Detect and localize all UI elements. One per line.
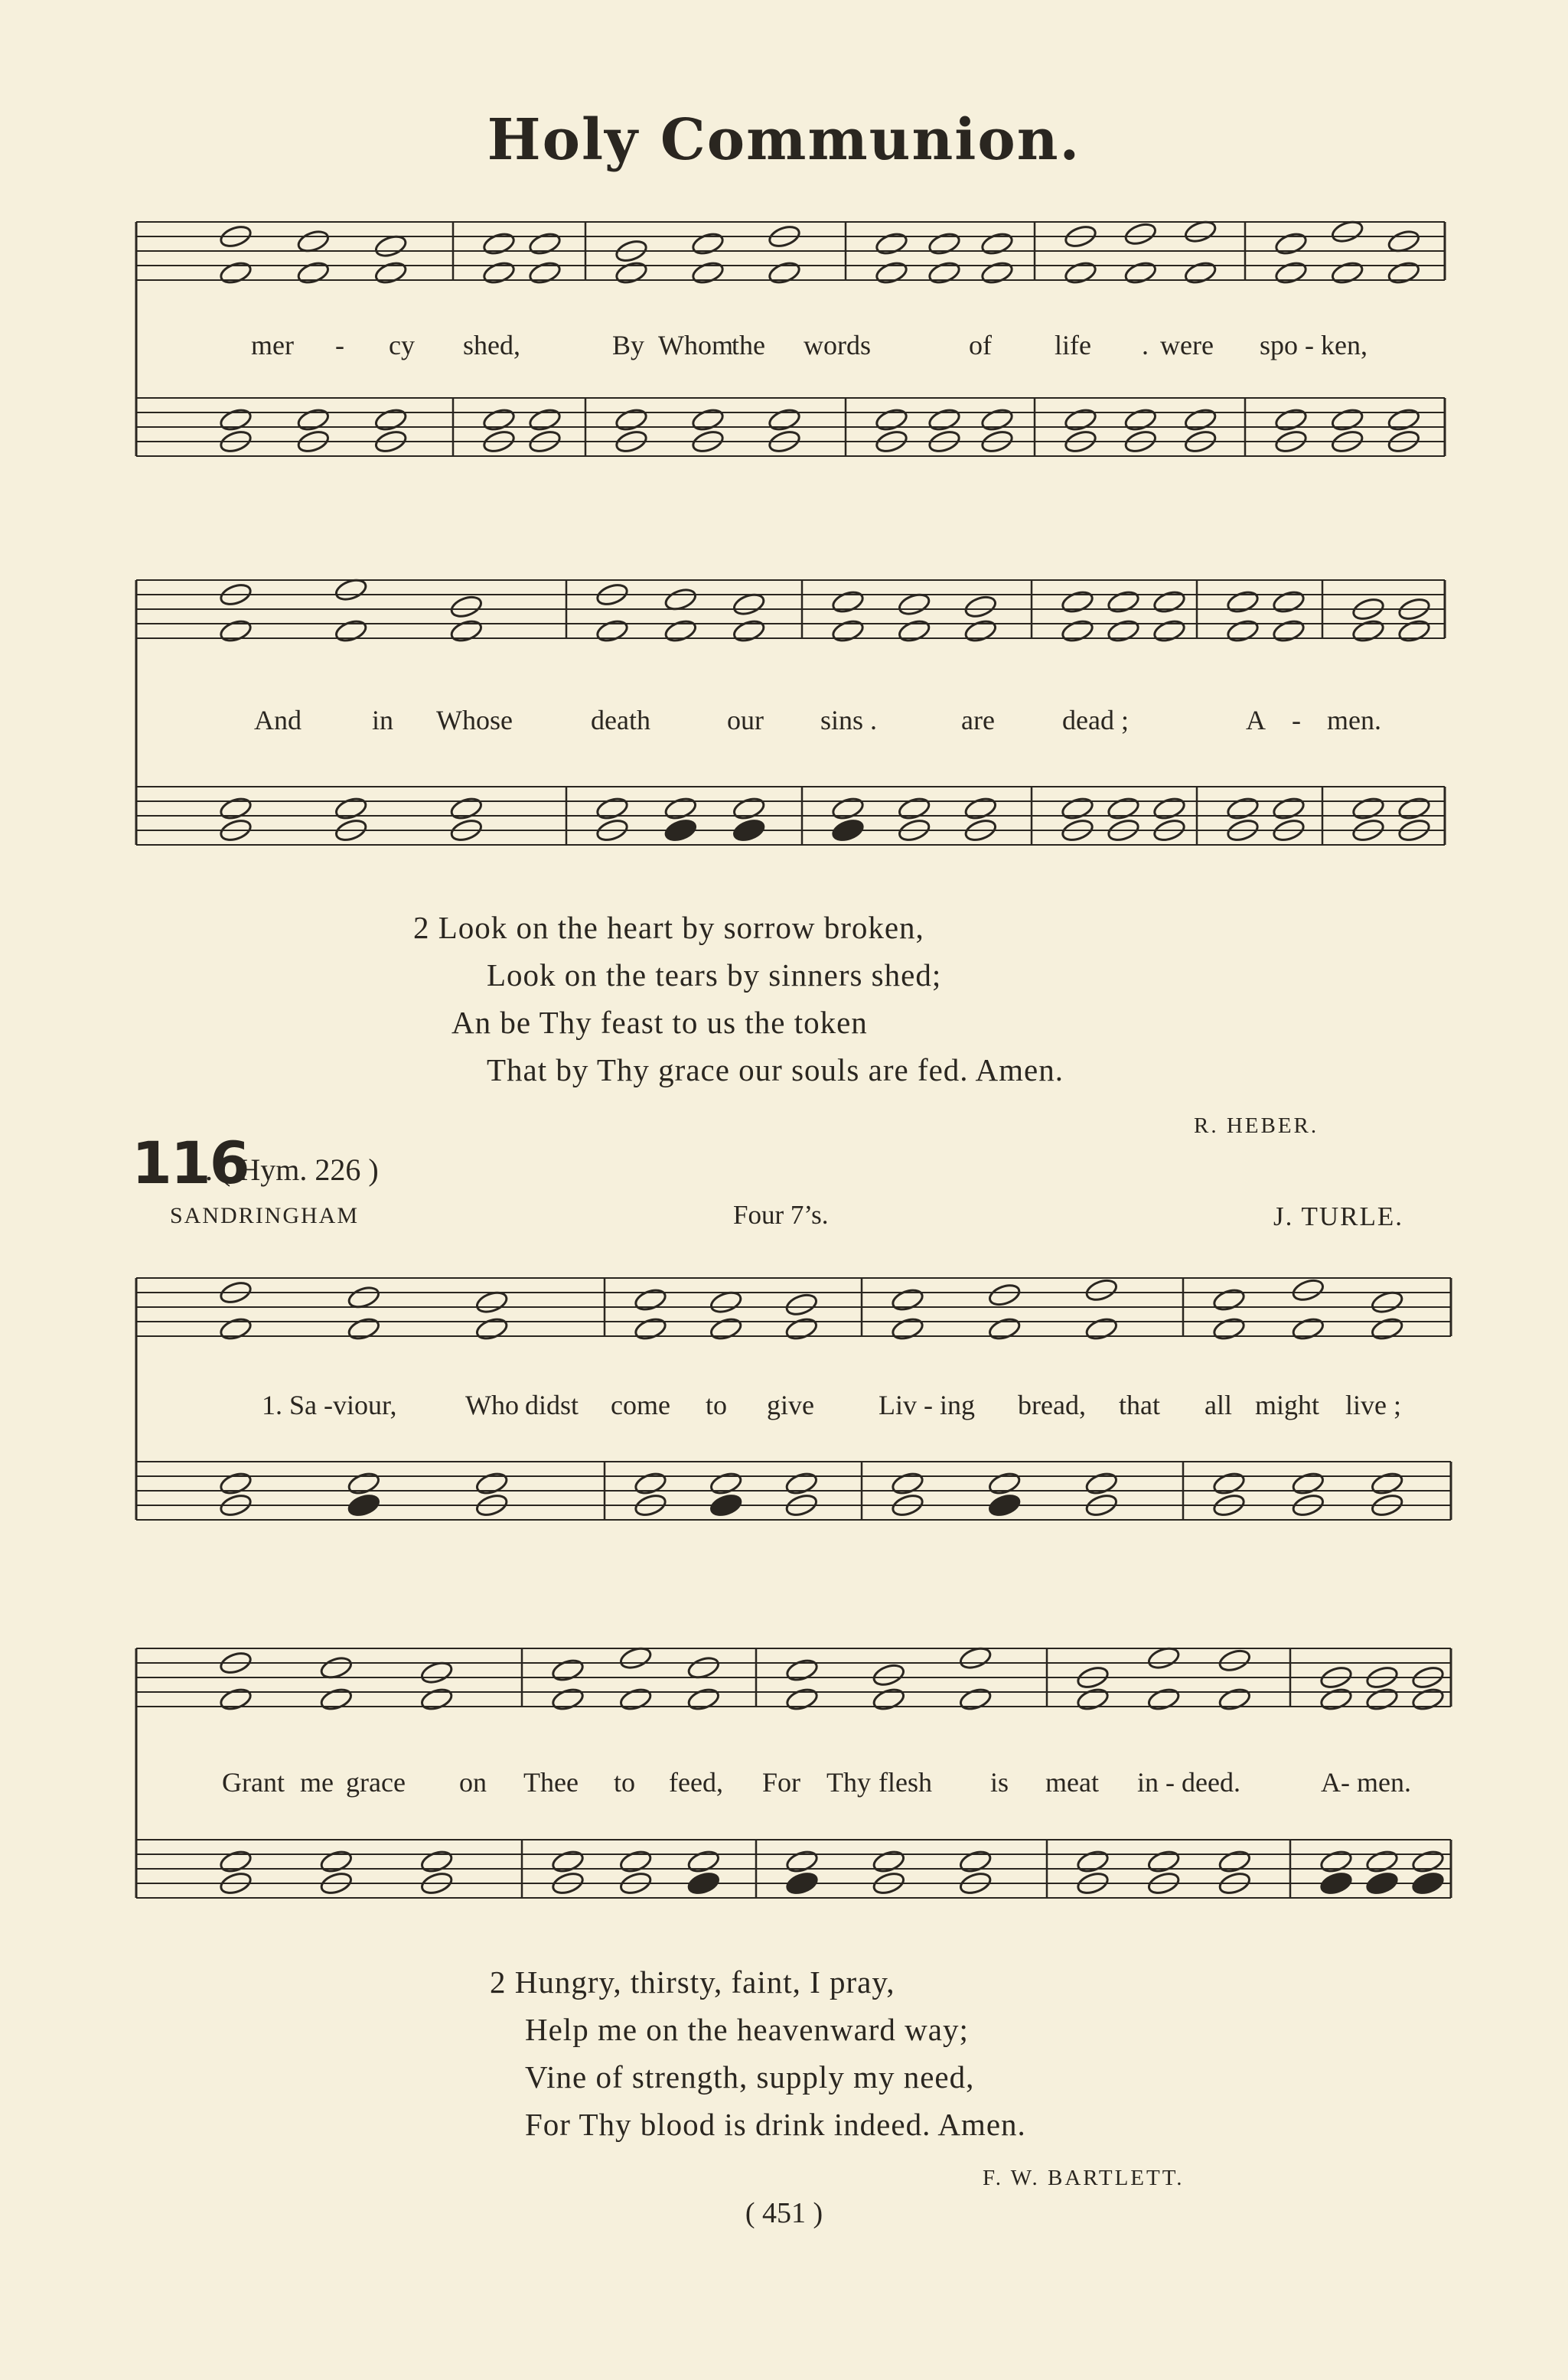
note-head xyxy=(1084,1316,1119,1342)
note-head xyxy=(980,259,1014,285)
hymn116-verse2-line3: Vine of strength, supply my need, xyxy=(525,2059,975,2095)
hymn116-lyric-all: all xyxy=(1205,1390,1232,1420)
note-head xyxy=(980,230,1014,256)
hymn116-lyric2-on: on xyxy=(459,1767,487,1798)
note-head xyxy=(1225,588,1260,615)
note-head xyxy=(334,795,368,821)
note-head xyxy=(1225,795,1260,821)
note-head xyxy=(481,230,516,256)
note-head xyxy=(1106,588,1140,615)
note-head xyxy=(614,406,648,432)
note-head xyxy=(897,618,931,644)
hymn115-lyric-the: the xyxy=(732,330,765,360)
note-head xyxy=(474,1316,509,1342)
note-head xyxy=(663,618,698,644)
note-head xyxy=(633,1470,667,1496)
note-head xyxy=(1211,1316,1246,1342)
hymn116-lyric2-thee: Thee xyxy=(523,1767,579,1798)
hymn115-lyric-shed: shed, xyxy=(463,330,520,360)
note-head xyxy=(449,795,484,821)
hymn116-lyric-to: to xyxy=(706,1390,728,1420)
note-head xyxy=(218,618,253,644)
note-head xyxy=(449,618,484,644)
note-head xyxy=(550,1848,585,1874)
hymn115-lyric2-dash: - xyxy=(1292,705,1301,735)
note-head xyxy=(527,259,562,285)
note-head xyxy=(527,406,562,432)
note-head xyxy=(481,259,516,285)
note-head xyxy=(1063,259,1097,285)
note-head xyxy=(709,1470,743,1496)
hymn115-lyric-dash: - xyxy=(335,330,344,360)
note-head xyxy=(686,1848,721,1874)
note-head xyxy=(550,1686,585,1712)
hymn116-lyric2-amen: A- men. xyxy=(1321,1767,1411,1798)
note-head xyxy=(1364,1848,1399,1874)
hymn115-verse2-line2: Look on the tears by sinners shed; xyxy=(487,957,942,993)
note-head xyxy=(958,1686,993,1712)
hymn115-author: R. HEBER. xyxy=(1194,1113,1319,1138)
note-head xyxy=(987,1316,1022,1342)
note-head xyxy=(1387,406,1421,432)
note-head xyxy=(784,1870,819,1896)
note-head xyxy=(419,1848,454,1874)
note-head xyxy=(890,1470,924,1496)
note-head xyxy=(732,795,766,821)
hymn116-verse2-line1: 2 Hungry, thirsty, faint, I pray, xyxy=(490,1964,895,2000)
note-head xyxy=(874,259,908,285)
note-head xyxy=(830,795,865,821)
note-head xyxy=(1319,1848,1353,1874)
hymn116-lyric2-indeed: in - deed. xyxy=(1137,1767,1240,1798)
note-head xyxy=(663,817,698,843)
hymn116-tune-name: SANDRINGHAM xyxy=(170,1203,360,1228)
note-head xyxy=(874,406,908,432)
note-head xyxy=(732,618,766,644)
note-head xyxy=(1218,1848,1252,1874)
note-head xyxy=(1183,259,1218,285)
note-head xyxy=(1387,259,1421,285)
hymn116-lyric-live: live ; xyxy=(1345,1390,1401,1420)
note-head xyxy=(1319,1686,1353,1712)
hymn116-meter: Four 7’s. xyxy=(733,1200,829,1230)
note-head xyxy=(347,1492,381,1518)
note-head xyxy=(1211,1286,1246,1312)
note-head xyxy=(1370,1316,1404,1342)
note-head xyxy=(958,1848,993,1874)
note-head xyxy=(784,1470,819,1496)
hymn116-lyric2-is: is xyxy=(990,1767,1009,1798)
note-head xyxy=(1146,1686,1181,1712)
note-head xyxy=(1084,1470,1119,1496)
hymn115-lyric2-death: death xyxy=(591,705,650,735)
note-head xyxy=(767,406,801,432)
note-head xyxy=(890,1286,924,1312)
note-head xyxy=(1084,1277,1119,1303)
hymn115-lyric2-a: A xyxy=(1246,705,1266,735)
note-head xyxy=(218,1848,253,1874)
hymn115-lyric-life: life xyxy=(1055,330,1091,360)
note-head xyxy=(618,1686,653,1712)
note-head xyxy=(373,406,408,432)
note-head xyxy=(784,1316,819,1342)
hymn115-lyric2-in: in xyxy=(372,705,394,735)
hymn116-reference: . ( Hym. 226 ) xyxy=(205,1153,379,1187)
note-head xyxy=(319,1686,354,1712)
note-head xyxy=(963,795,998,821)
note-head xyxy=(784,1657,819,1683)
hymn115-lyric-words: words xyxy=(804,330,871,360)
note-head xyxy=(481,406,516,432)
note-head xyxy=(1060,618,1094,644)
note-head xyxy=(474,1470,509,1496)
note-head xyxy=(830,588,865,615)
note-head xyxy=(1152,588,1186,615)
note-head xyxy=(709,1316,743,1342)
note-head xyxy=(1060,588,1094,615)
note-head xyxy=(1106,795,1140,821)
hymn116-lyric2-for: For xyxy=(762,1767,801,1798)
note-head xyxy=(334,618,368,644)
hymn116-composer: J. TURLE. xyxy=(1273,1201,1403,1231)
hymn115-verse2-line4: That by Thy grace our souls are fed. Amen. xyxy=(487,1052,1064,1087)
note-head xyxy=(784,1686,819,1712)
note-head xyxy=(1152,795,1186,821)
note-head xyxy=(633,1316,667,1342)
note-head xyxy=(1364,1870,1399,1896)
hymn115-lyric2-dead: dead ; xyxy=(1062,705,1129,735)
note-head xyxy=(1330,259,1364,285)
note-head xyxy=(1152,618,1186,644)
note-head xyxy=(618,1848,653,1874)
note-head xyxy=(1364,1686,1399,1712)
note-head xyxy=(872,1848,906,1874)
hymn116-lyric2-meat: meat xyxy=(1045,1767,1099,1798)
note-head xyxy=(927,259,961,285)
note-head xyxy=(1218,1648,1252,1674)
page-number: ( 451 ) xyxy=(745,2197,823,2229)
hymn115-lyric-cy: cy xyxy=(389,330,415,360)
note-head xyxy=(987,1470,1022,1496)
note-head xyxy=(1291,1316,1325,1342)
note-head xyxy=(980,406,1014,432)
note-head xyxy=(1291,1277,1325,1303)
note-head xyxy=(963,618,998,644)
hymn116-verse2-line4: For Thy blood is drink indeed. Amen. xyxy=(525,2107,1026,2142)
note-head xyxy=(1273,406,1308,432)
note-head xyxy=(709,1492,743,1518)
note-head xyxy=(987,1492,1022,1518)
hymn116-lyric-give: give xyxy=(767,1390,814,1420)
note-head xyxy=(1106,618,1140,644)
note-head xyxy=(1271,588,1306,615)
note-head xyxy=(218,1470,253,1496)
note-head xyxy=(784,1292,819,1318)
hymn115-lyric2-our: our xyxy=(727,705,764,735)
note-head xyxy=(218,406,253,432)
hymn116-lyric-bread: bread, xyxy=(1018,1390,1086,1420)
note-head xyxy=(1271,795,1306,821)
note-head xyxy=(897,795,931,821)
note-head xyxy=(1397,618,1431,644)
hymn115-lyric-of: of xyxy=(969,330,992,360)
note-head xyxy=(347,1316,381,1342)
hymn116-lyric2-thy: Thy xyxy=(826,1767,871,1798)
hymn115-lyric-mer: mer xyxy=(251,330,294,360)
hymn115-verse2-line3: An be Thy feast to us the token xyxy=(451,1005,868,1040)
hymn116-lyric-who: Who xyxy=(465,1390,519,1420)
note-head xyxy=(218,259,253,285)
note-head xyxy=(1319,1870,1353,1896)
note-head xyxy=(527,230,562,256)
hymn115-verse2-line1: 2 Look on the heart by sorrow broken, xyxy=(413,910,924,945)
note-head xyxy=(830,618,865,644)
note-head xyxy=(927,230,961,256)
note-head xyxy=(1183,406,1218,432)
hymn115-lyric-spoken: spo - ken, xyxy=(1260,330,1368,360)
note-head xyxy=(1075,1848,1110,1874)
hymn116-lyric2-feed: feed, xyxy=(669,1767,723,1798)
note-head xyxy=(1271,618,1306,644)
note-head xyxy=(690,259,725,285)
hymn115-lyric-by: By xyxy=(612,330,645,360)
note-head xyxy=(218,1686,253,1712)
hymn115-lyric-dot: . xyxy=(1142,330,1149,360)
note-head xyxy=(1123,221,1158,247)
note-head xyxy=(319,1848,354,1874)
note-head xyxy=(686,1870,721,1896)
hymn116-lyric-saviour: 1. Sa -viour, xyxy=(262,1390,397,1420)
note-head xyxy=(732,817,766,843)
note-head xyxy=(1351,618,1385,644)
hymn116-lyric2-grace: grace xyxy=(346,1767,406,1798)
page-title: Holy Communion. xyxy=(487,107,1081,173)
note-head xyxy=(690,406,725,432)
note-head xyxy=(218,795,253,821)
note-head xyxy=(1218,1686,1252,1712)
hymn116-verse2-line2: Help me on the heavenward way; xyxy=(525,2012,969,2047)
note-head xyxy=(449,594,484,620)
note-head xyxy=(296,406,331,432)
note-head xyxy=(963,594,998,620)
note-head xyxy=(690,230,725,256)
note-head xyxy=(1370,1470,1404,1496)
note-head xyxy=(1410,1870,1445,1896)
hymn116-author: F. W. BARTLETT. xyxy=(983,2166,1185,2190)
note-head xyxy=(1225,618,1260,644)
note-head xyxy=(419,1686,454,1712)
note-head xyxy=(1123,406,1158,432)
note-head xyxy=(872,1686,906,1712)
note-head xyxy=(373,259,408,285)
note-head xyxy=(1273,259,1308,285)
note-head xyxy=(1410,1848,1445,1874)
note-head xyxy=(1063,406,1097,432)
hymn116-lyric2-flesh: flesh xyxy=(879,1767,932,1798)
hymn115-lyric-whom: Whom xyxy=(658,330,733,360)
note-head xyxy=(1123,259,1158,285)
note-head xyxy=(987,1282,1022,1308)
hymn116-number: 116 xyxy=(132,1129,249,1197)
hymn116-lyric2-grant: Grant xyxy=(222,1767,285,1798)
note-head xyxy=(550,1657,585,1683)
note-head xyxy=(1330,406,1364,432)
hymn116-lyric-didst: didst xyxy=(525,1390,579,1420)
hymn116-lyric-might: might xyxy=(1255,1390,1320,1420)
note-head xyxy=(784,1848,819,1874)
note-head xyxy=(686,1686,721,1712)
hymn115-lyric-were: were xyxy=(1160,330,1214,360)
note-head xyxy=(595,618,629,644)
note-head xyxy=(595,795,629,821)
note-head xyxy=(890,1316,924,1342)
note-head xyxy=(1351,795,1385,821)
note-head xyxy=(872,1662,906,1688)
note-head xyxy=(1211,1470,1246,1496)
hymn115-lyric2-sins: sins . xyxy=(820,705,878,735)
hymn115-lyric2-men: men. xyxy=(1327,705,1381,735)
hymn116-lyric2-me: me xyxy=(300,1767,334,1798)
note-head xyxy=(347,1470,381,1496)
note-head xyxy=(1291,1470,1325,1496)
note-head xyxy=(633,1286,667,1312)
hymn116-lyric-living: Liv - ing xyxy=(879,1390,975,1420)
note-head xyxy=(1273,230,1308,256)
note-head xyxy=(1146,1848,1181,1874)
note-head xyxy=(830,817,865,843)
hymn115-lyric2-are: are xyxy=(961,705,995,735)
hymn115-lyric2-whose: Whose xyxy=(436,705,513,735)
note-head xyxy=(1060,795,1094,821)
hymn115-lyric2-and: And xyxy=(254,705,302,735)
note-head xyxy=(663,795,698,821)
note-head xyxy=(296,259,331,285)
hymn116-lyric-come: come xyxy=(611,1390,670,1420)
note-head xyxy=(218,1316,253,1342)
hymn116-lyric2-to: to xyxy=(614,1767,636,1798)
note-head xyxy=(927,406,961,432)
note-head xyxy=(614,259,648,285)
note-head xyxy=(1397,795,1431,821)
note-head xyxy=(1410,1686,1445,1712)
note-head xyxy=(874,230,908,256)
hymn116-lyric-that: that xyxy=(1119,1390,1160,1420)
note-head xyxy=(1075,1686,1110,1712)
note-head xyxy=(767,259,801,285)
